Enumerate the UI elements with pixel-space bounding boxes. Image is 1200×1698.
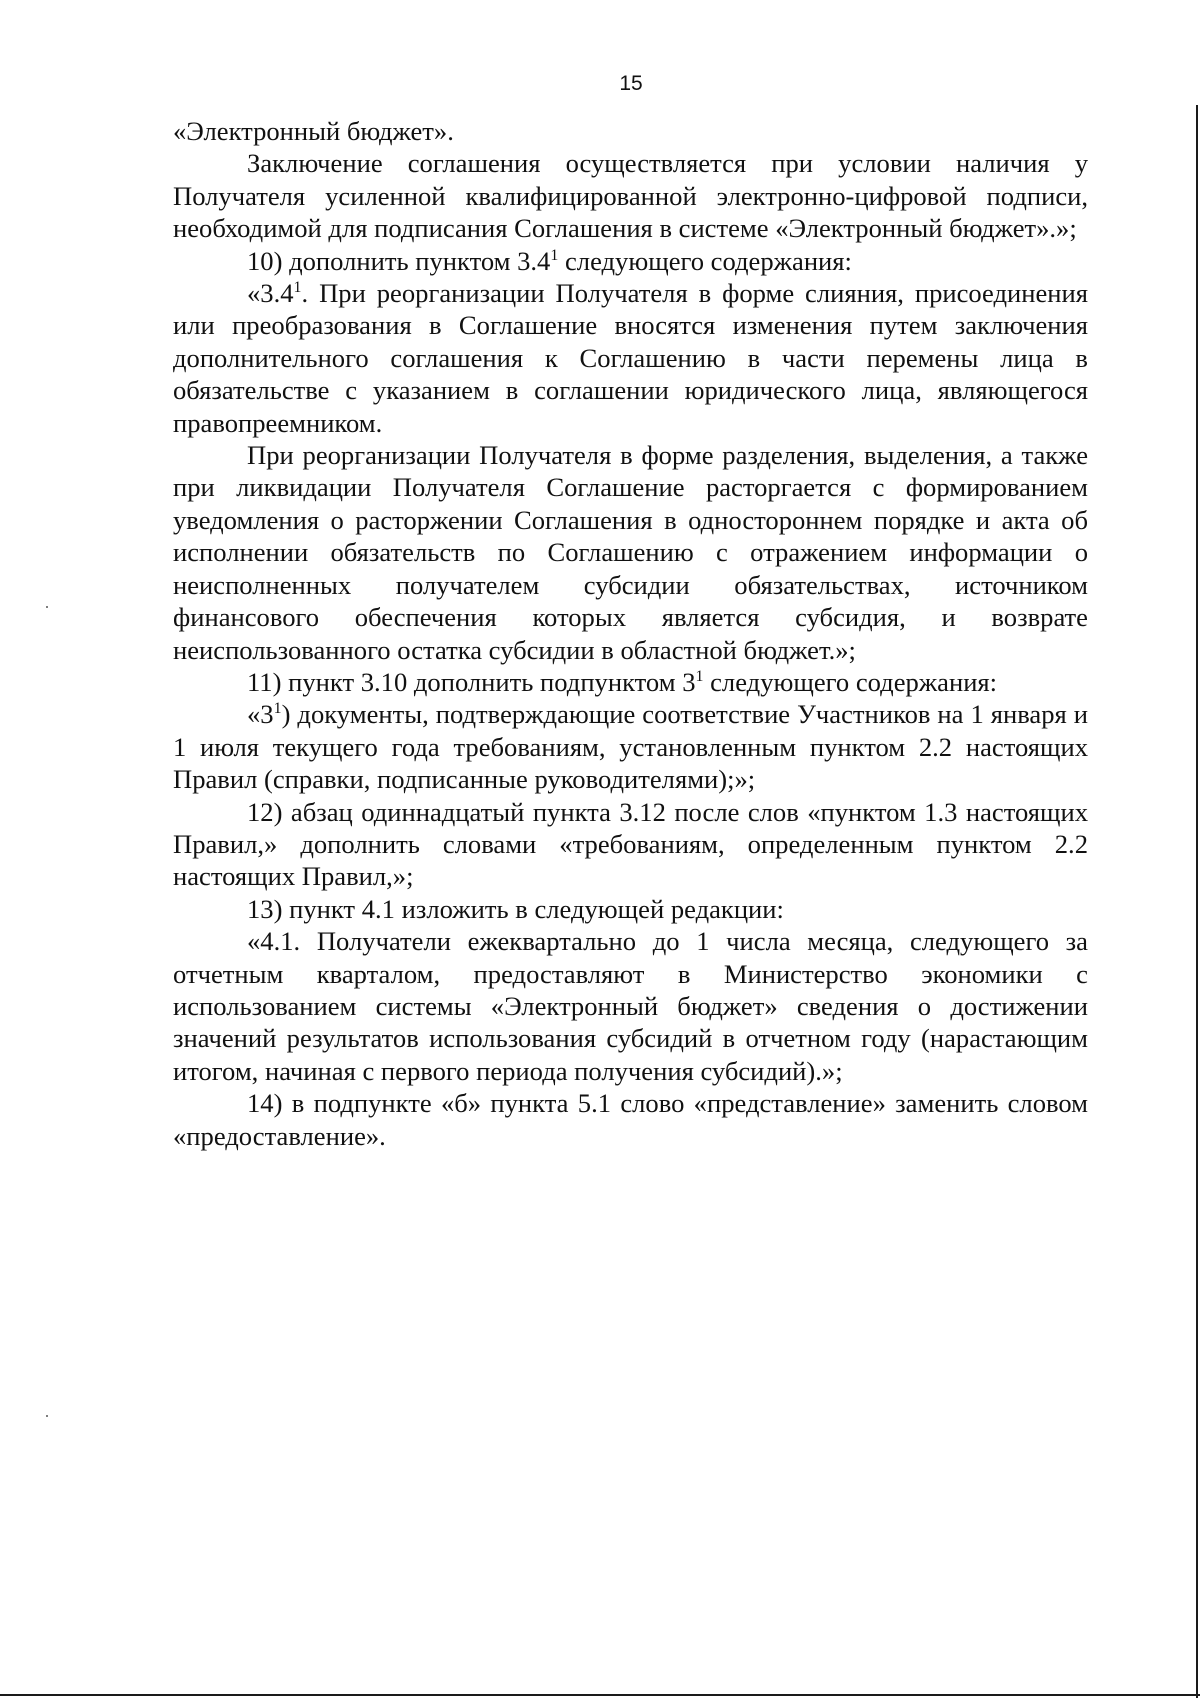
paragraph — [173, 277, 1088, 439]
paragraph-text: . При реорганизации Получателя в форме слияния, присоединения или преобразования в Соглашение вносятся изменения путем заключения дополнительного соглашения к Соглашению в части перемены лица в обязательстве с указанием в соглашении юридического лица, являющегося правопреемником. — [173, 278, 1088, 438]
paragraph — [173, 666, 1088, 698]
paragraph-text: «4.1. Получатели ежеквартально до 1 числа месяца, следующего за отчетным кварталом, предоставляют в Министерство экономики с использованием системы «Электронный бюджет» сведения о достижении значений результатов использования субсидий в отчетном году (нарастающим итогом, начиная с первого периода получения субсидий).»; — [173, 926, 1088, 1086]
paragraph-text: 11) пункт 3.10 дополнить подпунктом 3 — [247, 666, 696, 697]
paragraph-text: «3.4 — [247, 278, 294, 309]
document-body — [173, 115, 1088, 1152]
superscript: 1 — [550, 246, 559, 264]
paragraph — [173, 1087, 1088, 1152]
paragraph-text: При реорганизации Получателя в форме разделения, выделения, а также при ликвидации Получателя Соглашение расторгается с формированием уведомления о расторжении Соглашения в одностороннем порядке и акта об исполнении обязательств по Соглашению с отражением информации о неисполненных получателем субсидии обязательствах, источником финансового обеспечения которых является субсидия, и возврате неиспользованного остатка субсидии в областной бюджет.»; — [173, 440, 1088, 665]
paragraph — [173, 147, 1088, 244]
superscript: 1 — [293, 279, 302, 297]
paragraph — [173, 439, 1088, 666]
paragraph — [173, 115, 1088, 147]
paragraph — [173, 245, 1088, 277]
paragraph — [173, 925, 1088, 1087]
superscript: 1 — [273, 700, 282, 718]
paragraph — [173, 796, 1088, 893]
paragraph-text: следующего содержания: — [558, 245, 852, 276]
page-number: 15 — [619, 72, 643, 95]
paragraph-text: ) документы, подтверждающие соответствие Участников на 1 января и 1 июля текущего года требованиям, установленным пунктом 2.2 настоящих Правил (справки, подписанные руководителями);»; — [173, 699, 1088, 795]
scan-speck — [46, 1415, 48, 1417]
scan-edge-right — [1196, 105, 1198, 1698]
paragraph-text: 14) в подпункте «б» пункта 5.1 слово «представление» заменить словом «предоставление». — [173, 1088, 1088, 1151]
superscript: 1 — [695, 668, 704, 686]
paragraph — [173, 893, 1088, 925]
paragraph-text: 10) дополнить пунктом 3.4 — [247, 245, 551, 276]
paragraph-text: «Электронный бюджет». — [173, 116, 454, 146]
paragraph — [173, 698, 1088, 795]
paragraph-text: 12) абзац одиннадцатый пункта 3.12 после слов «пунктом 1.3 настоящих Правил,» дополнить словами «требованиям, определенным пунктом 2.2 настоящих Правил,»; — [173, 796, 1088, 892]
paragraph-text: «3 — [247, 699, 274, 730]
paragraph-text: следующего содержания: — [703, 666, 998, 697]
scan-speck — [46, 606, 48, 608]
paragraph-text: 13) пункт 4.1 изложить в следующей редакции: — [247, 893, 784, 924]
scan-edge-bottom — [0, 1694, 1200, 1696]
paragraph-text: Заключение соглашения осуществляется при условии наличия у Получателя усиленной квалифицированной электронно-цифровой подписи, необходимой для подписания Соглашения в системе «Электронный бюджет».»; — [173, 148, 1088, 244]
